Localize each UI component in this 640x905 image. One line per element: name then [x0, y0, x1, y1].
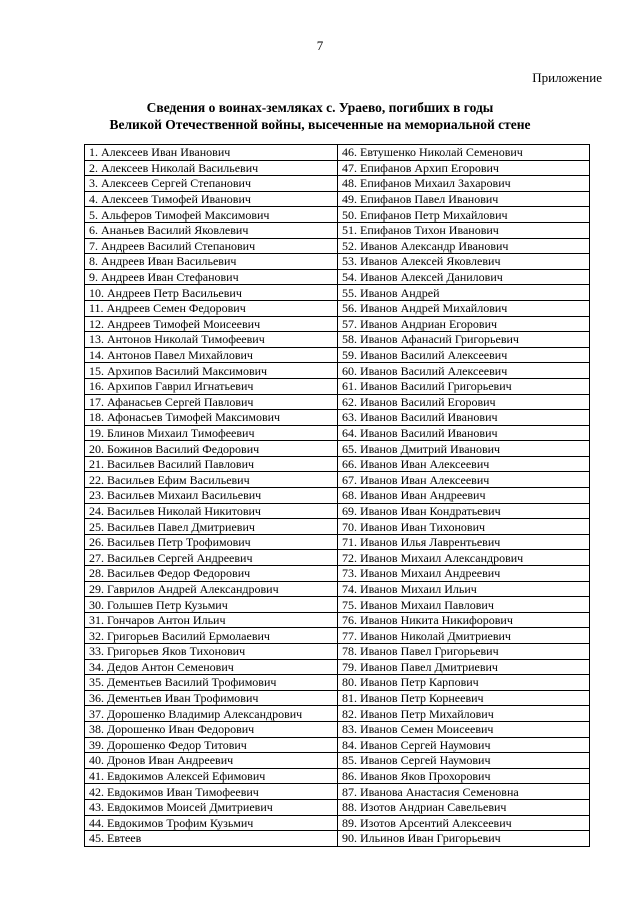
name-cell-right: 59. Иванов Василий Алексеевич — [338, 347, 590, 363]
table-row — [85, 378, 590, 394]
name-cell-right: 48. Епифанов Михаил Захарович — [338, 176, 590, 192]
name-cell-left: 2. Алексеев Николай Васильевич — [85, 160, 338, 176]
table-row — [85, 581, 590, 597]
name-cell-left: 20. Божинов Василий Федорович — [85, 441, 338, 457]
name-cell-left: 6. Ананьев Василий Яковлевич — [85, 222, 338, 238]
name-cell-left: 35. Дементьев Василий Трофимович — [85, 675, 338, 691]
name-cell-right: 64. Иванов Василий Иванович — [338, 425, 590, 441]
table-row — [85, 285, 590, 301]
name-cell-right: 51. Епифанов Тихон Иванович — [338, 222, 590, 238]
table-row — [85, 441, 590, 457]
name-cell-left: 31. Гончаров Антон Ильич — [85, 612, 338, 628]
name-cell-left: 26. Васильев Петр Трофимович — [85, 534, 338, 550]
name-cell-left: 5. Альферов Тимофей Максимович — [85, 207, 338, 223]
name-cell-right: 60. Иванов Василий Алексеевич — [338, 363, 590, 379]
name-cell-right: 63. Иванов Василий Иванович — [338, 410, 590, 426]
table-row — [85, 597, 590, 613]
table-row — [85, 488, 590, 504]
table-row — [85, 191, 590, 207]
name-cell-right: 82. Иванов Петр Михайлович — [338, 706, 590, 722]
name-cell-left: 4. Алексеев Тимофей Иванович — [85, 191, 338, 207]
names-table — [84, 144, 590, 847]
table-row — [85, 706, 590, 722]
table-row — [85, 831, 590, 847]
name-cell-left: 28. Васильев Федор Федорович — [85, 566, 338, 582]
name-cell-left: 39. Дорошенко Федор Титович — [85, 737, 338, 753]
table-row — [85, 628, 590, 644]
name-cell-right: 47. Епифанов Архип Егорович — [338, 160, 590, 176]
name-cell-right: 79. Иванов Павел Дмитриевич — [338, 659, 590, 675]
table-row — [85, 316, 590, 332]
name-cell-right: 86. Иванов Яков Прохорович — [338, 768, 590, 784]
title-line-2: Великой Отечественной войны, высеченные на мемориальной стене — [109, 117, 531, 132]
name-cell-right: 71. Иванов Илья Лаврентьевич — [338, 534, 590, 550]
name-cell-left: 15. Архипов Василий Максимович — [85, 363, 338, 379]
name-cell-left: 30. Голышев Петр Кузьмич — [85, 597, 338, 613]
name-cell-right: 72. Иванов Михаил Александрович — [338, 550, 590, 566]
table-row — [85, 815, 590, 831]
name-cell-left: 18. Афонасьев Тимофей Максимович — [85, 410, 338, 426]
table-row — [85, 238, 590, 254]
name-cell-right: 55. Иванов Андрей — [338, 285, 590, 301]
name-cell-left: 17. Афанасьев Сергей Павлович — [85, 394, 338, 410]
table-row — [85, 675, 590, 691]
table-row — [85, 269, 590, 285]
name-cell-right: 49. Епифанов Павел Иванович — [338, 191, 590, 207]
table-row — [85, 550, 590, 566]
name-cell-right: 85. Иванов Сергей Наумович — [338, 753, 590, 769]
name-cell-left: 29. Гаврилов Андрей Александрович — [85, 581, 338, 597]
name-cell-left: 16. Архипов Гаврил Игнатьевич — [85, 378, 338, 394]
name-cell-right: 74. Иванов Михаил Ильич — [338, 581, 590, 597]
table-row — [85, 534, 590, 550]
name-cell-left: 14. Антонов Павел Михайлович — [85, 347, 338, 363]
name-cell-right: 70. Иванов Иван Тихонович — [338, 519, 590, 535]
name-cell-right: 56. Иванов Андрей Михайлович — [338, 300, 590, 316]
table-row — [85, 784, 590, 800]
name-cell-right: 76. Иванов Никита Никифорович — [338, 612, 590, 628]
table-row — [85, 425, 590, 441]
name-cell-right: 84. Иванов Сергей Наумович — [338, 737, 590, 753]
name-cell-right: 81. Иванов Петр Корнеевич — [338, 690, 590, 706]
table-row — [85, 503, 590, 519]
table-row — [85, 145, 590, 161]
name-cell-left: 36. Дементьев Иван Трофимович — [85, 690, 338, 706]
name-cell-right: 89. Изотов Арсентий Алексеевич — [338, 815, 590, 831]
name-cell-left: 38. Дорошенко Иван Федорович — [85, 721, 338, 737]
name-cell-left: 3. Алексеев Сергей Степанович — [85, 176, 338, 192]
name-cell-right: 69. Иванов Иван Кондратьевич — [338, 503, 590, 519]
title-line-1: Сведения о воинах-земляках с. Ураево, погибших в годы — [146, 100, 494, 115]
table-row — [85, 472, 590, 488]
name-cell-right: 80. Иванов Петр Карпович — [338, 675, 590, 691]
table-row — [85, 300, 590, 316]
table-row — [85, 612, 590, 628]
name-cell-right: 57. Иванов Андриан Егорович — [338, 316, 590, 332]
name-cell-right: 68. Иванов Иван Андреевич — [338, 488, 590, 504]
name-cell-right: 53. Иванов Алексей Яковлевич — [338, 254, 590, 270]
name-cell-left: 41. Евдокимов Алексей Ефимович — [85, 768, 338, 784]
name-cell-right: 90. Ильинов Иван Григорьевич — [338, 831, 590, 847]
name-cell-left: 13. Антонов Николай Тимофеевич — [85, 332, 338, 348]
table-row — [85, 456, 590, 472]
table-row — [85, 363, 590, 379]
table-row — [85, 207, 590, 223]
name-cell-right: 88. Изотов Андриан Савельевич — [338, 799, 590, 815]
table-row — [85, 768, 590, 784]
name-cell-right: 83. Иванов Семен Моисеевич — [338, 721, 590, 737]
name-cell-left: 22. Васильев Ефим Васильевич — [85, 472, 338, 488]
name-cell-left: 10. Андреев Петр Васильевич — [85, 285, 338, 301]
name-cell-left: 8. Андреев Иван Васильевич — [85, 254, 338, 270]
table-row — [85, 394, 590, 410]
name-cell-left: 11. Андреев Семен Федорович — [85, 300, 338, 316]
name-cell-right: 65. Иванов Дмитрий Иванович — [338, 441, 590, 457]
table-row — [85, 160, 590, 176]
table-row — [85, 222, 590, 238]
name-cell-left: 37. Дорошенко Владимир Александрович — [85, 706, 338, 722]
name-cell-left: 21. Васильев Василий Павлович — [85, 456, 338, 472]
table-row — [85, 347, 590, 363]
name-cell-right: 77. Иванов Николай Дмитриевич — [338, 628, 590, 644]
name-cell-left: 23. Васильев Михаил Васильевич — [85, 488, 338, 504]
name-cell-left: 44. Евдокимов Трофим Кузьмич — [85, 815, 338, 831]
table-row — [85, 566, 590, 582]
name-cell-right: 52. Иванов Александр Иванович — [338, 238, 590, 254]
name-cell-left: 45. Евтеев — [85, 831, 338, 847]
table-row — [85, 737, 590, 753]
name-cell-right: 50. Епифанов Петр Михайлович — [338, 207, 590, 223]
name-cell-right: 54. Иванов Алексей Данилович — [338, 269, 590, 285]
page-number: 7 — [316, 38, 324, 53]
name-cell-left: 42. Евдокимов Иван Тимофеевич — [85, 784, 338, 800]
appendix-label: Приложение — [532, 70, 602, 85]
table-row — [85, 254, 590, 270]
name-cell-right: 62. Иванов Василий Егорович — [338, 394, 590, 410]
table-row — [85, 690, 590, 706]
table-row — [85, 176, 590, 192]
name-cell-left: 34. Дедов Антон Семенович — [85, 659, 338, 675]
name-cell-left: 32. Григорьев Василий Ермолаевич — [85, 628, 338, 644]
name-cell-left: 1. Алексеев Иван Иванович — [85, 145, 338, 161]
name-cell-left: 40. Дронов Иван Андреевич — [85, 753, 338, 769]
name-cell-right: 46. Евтушенко Николай Семенович — [338, 145, 590, 161]
table-row — [85, 644, 590, 660]
table-row — [85, 410, 590, 426]
table-row — [85, 799, 590, 815]
name-cell-right: 58. Иванов Афанасий Григорьевич — [338, 332, 590, 348]
name-cell-right: 61. Иванов Василий Григорьевич — [338, 378, 590, 394]
name-cell-right: 66. Иванов Иван Алексеевич — [338, 456, 590, 472]
name-cell-left: 7. Андреев Василий Степанович — [85, 238, 338, 254]
name-cell-left: 19. Блинов Михаил Тимофеевич — [85, 425, 338, 441]
table-row — [85, 332, 590, 348]
table-row — [85, 721, 590, 737]
name-cell-left: 27. Васильев Сергей Андреевич — [85, 550, 338, 566]
name-cell-right: 78. Иванов Павел Григорьевич — [338, 644, 590, 660]
names-table-body — [85, 145, 590, 847]
name-cell-left: 24. Васильев Николай Никитович — [85, 503, 338, 519]
name-cell-left: 33. Григорьев Яков Тихонович — [85, 644, 338, 660]
name-cell-right: 87. Иванова Анастасия Семеновна — [338, 784, 590, 800]
name-cell-left: 12. Андреев Тимофей Моисеевич — [85, 316, 338, 332]
table-row — [85, 753, 590, 769]
name-cell-right: 75. Иванов Михаил Павлович — [338, 597, 590, 613]
table-row — [85, 519, 590, 535]
table-row — [85, 659, 590, 675]
name-cell-right: 73. Иванов Михаил Андреевич — [338, 566, 590, 582]
name-cell-left: 43. Евдокимов Моисей Дмитриевич — [85, 799, 338, 815]
name-cell-right: 67. Иванов Иван Алексеевич — [338, 472, 590, 488]
document-title — [0, 99, 640, 133]
name-cell-left: 25. Васильев Павел Дмитриевич — [85, 519, 338, 535]
name-cell-left: 9. Андреев Иван Стефанович — [85, 269, 338, 285]
